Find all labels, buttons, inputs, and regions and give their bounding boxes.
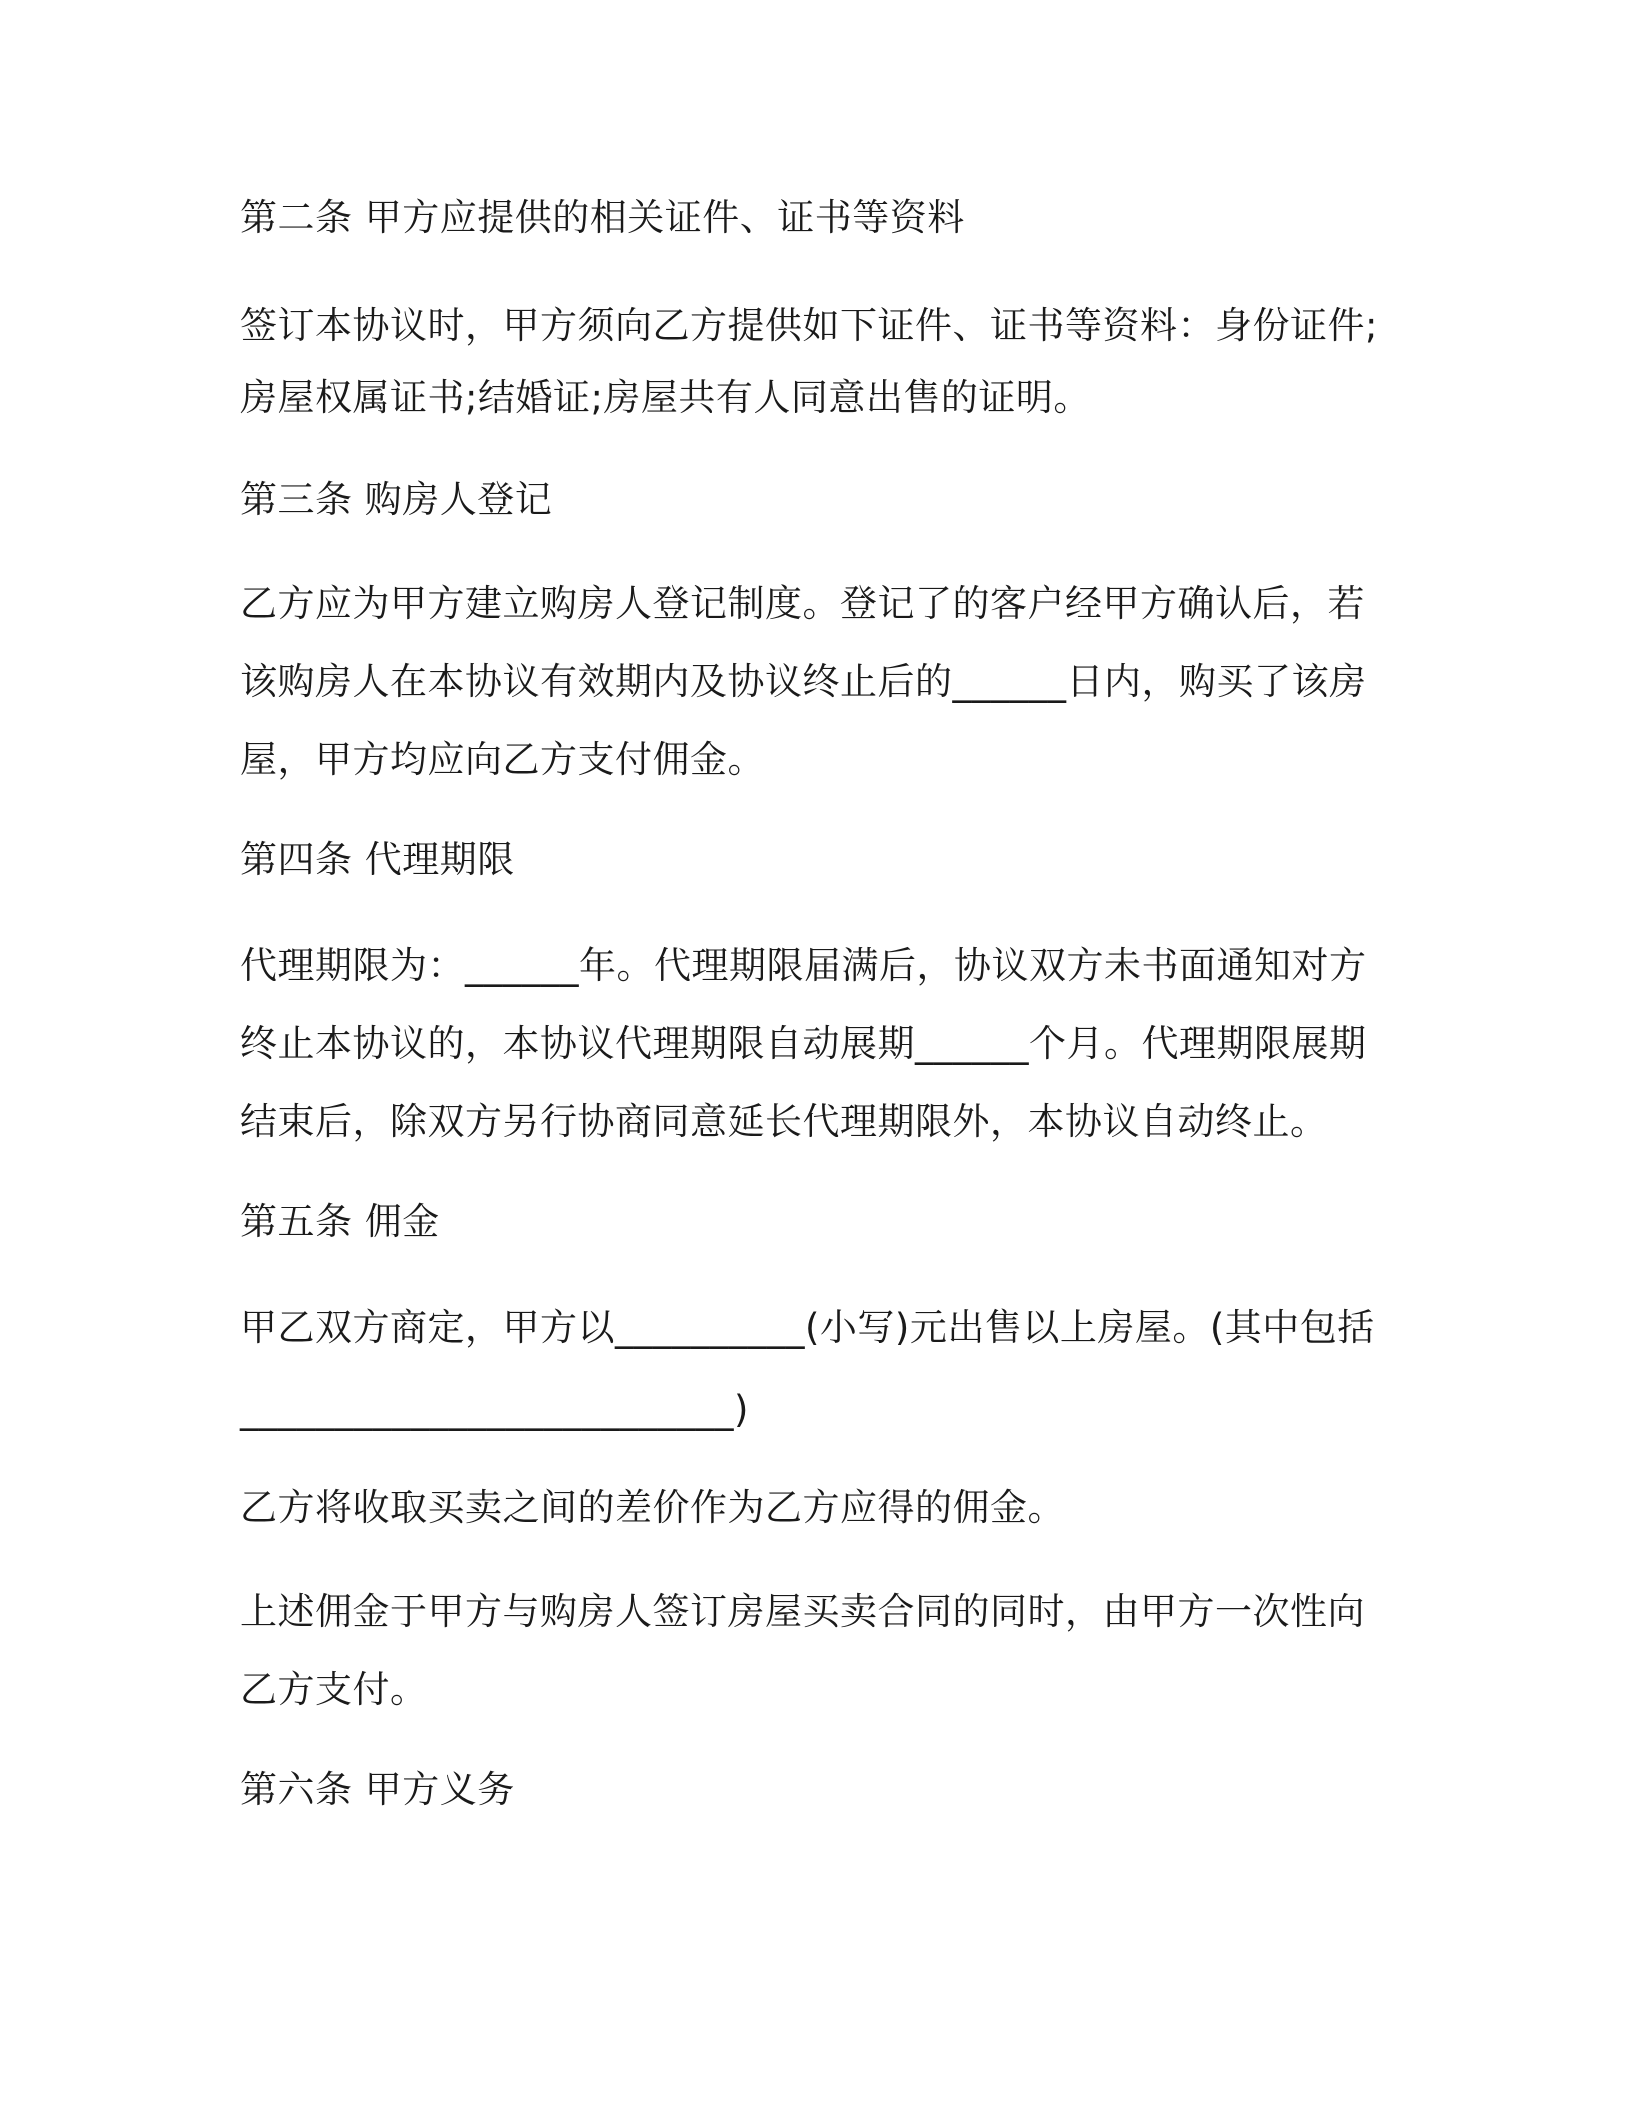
article-5-heading: 第五条 佣金 [240, 1200, 440, 1243]
article-5-text-line-3: 乙方将收取买卖之间的差价作为乙方应得的佣金。 [240, 1486, 1065, 1529]
article-5-text-line-1: 甲乙双方商定，甲方以__________(小写)元出售以上房屋。(其中包括 [240, 1306, 1375, 1349]
article-3-text-line-1: 乙方应为甲方建立购房人登记制度。登记了的客户经甲方确认后，若 [240, 582, 1365, 625]
article-5-text-line-5: 乙方支付。 [240, 1668, 428, 1711]
article-4-text-line-1: 代理期限为：______年。代理期限届满后，协议双方未书面通知对方 [240, 944, 1367, 987]
article-5-text-line-4: 上述佣金于甲方与购房人签订房屋买卖合同的同时，由甲方一次性向 [240, 1590, 1365, 1633]
article-3-heading: 第三条 购房人登记 [240, 478, 553, 521]
article-4-text-line-3: 结束后，除双方另行协商同意延长代理期限外，本协议自动终止。 [240, 1100, 1328, 1143]
article-2-text-line-1: 签订本协议时，甲方须向乙方提供如下证件、证书等资料：身份证件; [240, 304, 1378, 347]
article-2-heading: 第二条 甲方应提供的相关证件、证书等资料 [240, 196, 965, 239]
article-6-heading: 第六条 甲方义务 [240, 1768, 515, 1811]
article-5-text-line-2: __________________________) [240, 1388, 749, 1431]
article-4-heading: 第四条 代理期限 [240, 838, 515, 881]
article-3-text-line-2: 该购房人在本协议有效期内及协议终止后的______日内，购买了该房 [240, 660, 1367, 703]
article-2-text-line-2: 房屋权属证书;结婚证;房屋共有人同意出售的证明。 [240, 376, 1091, 419]
article-3-text-line-3: 屋，甲方均应向乙方支付佣金。 [240, 738, 765, 781]
article-4-text-line-2: 终止本协议的，本协议代理期限自动展期______个月。代理期限展期 [240, 1022, 1367, 1065]
